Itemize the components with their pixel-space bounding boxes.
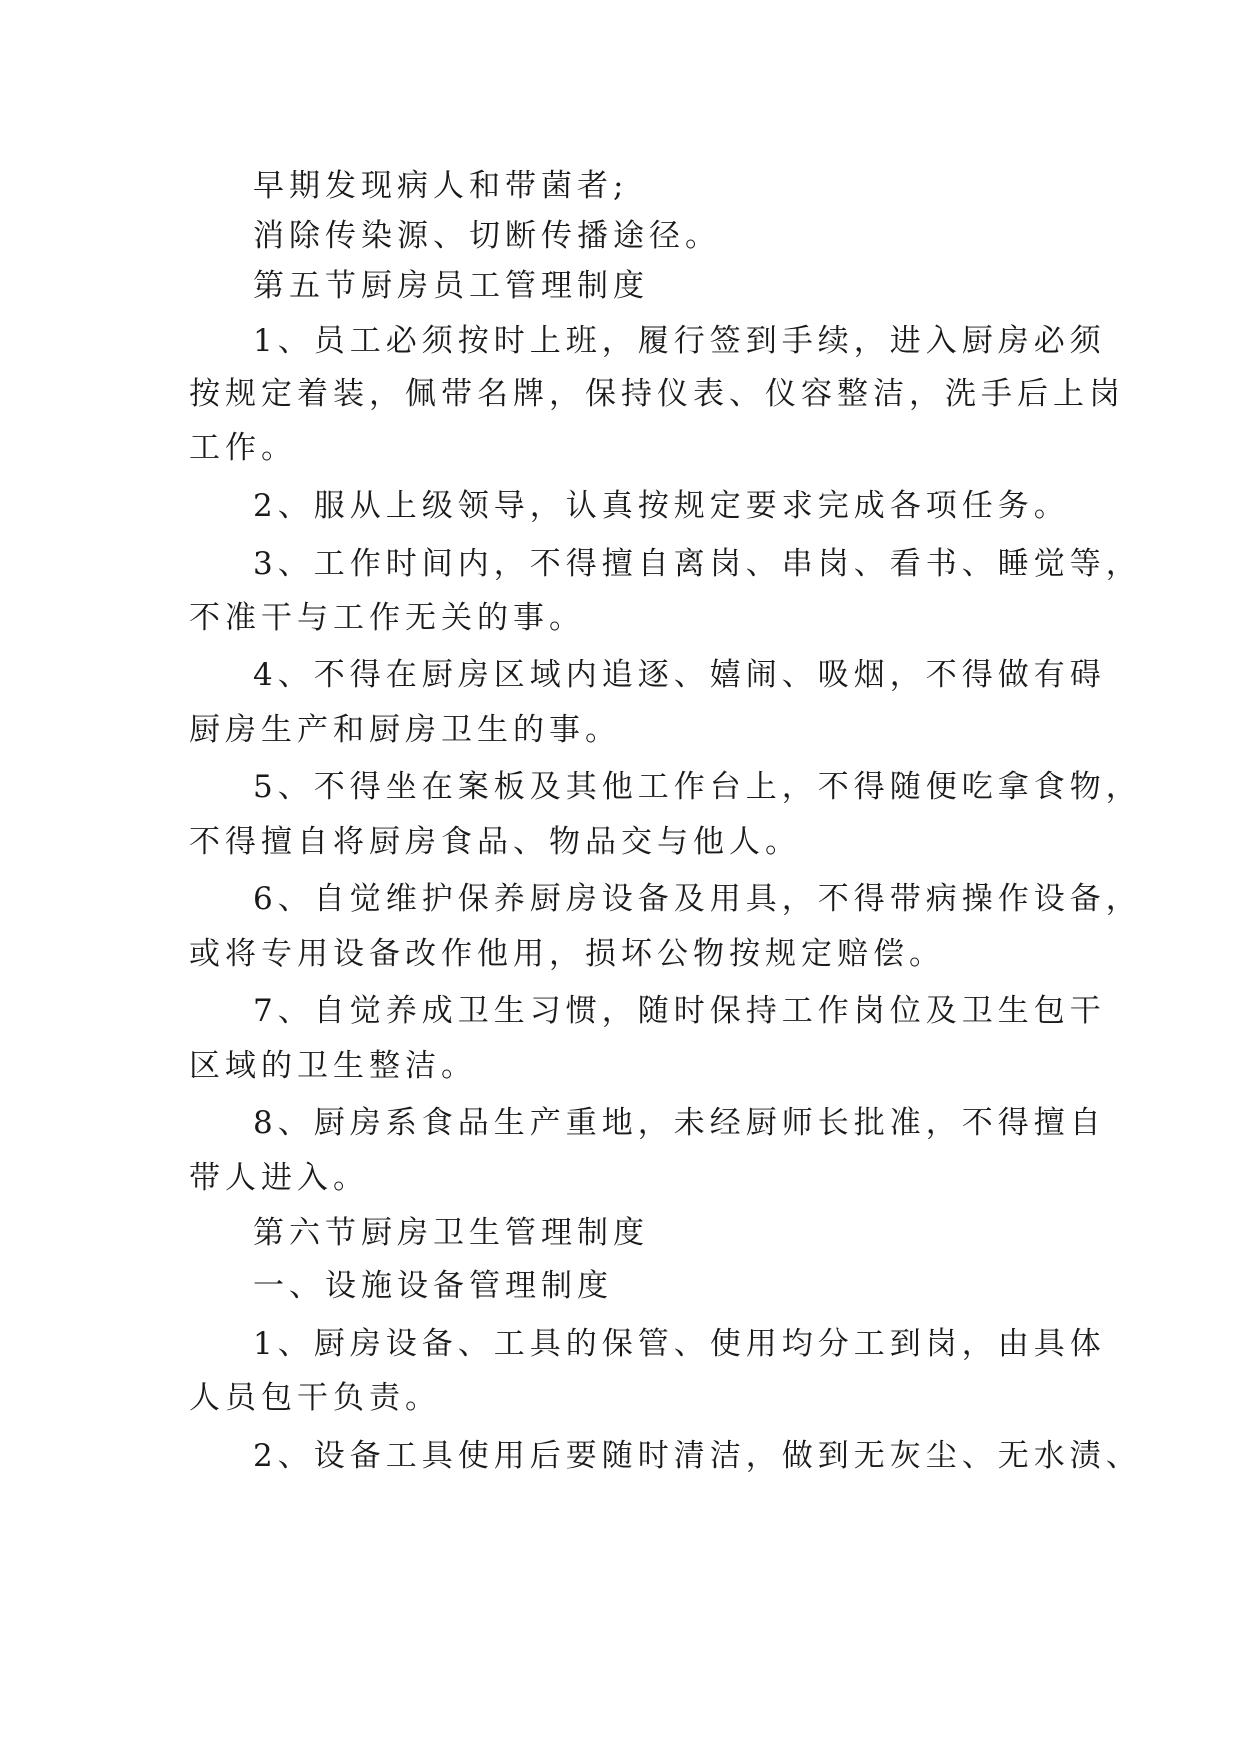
paragraph-line: 不准干与工作无关的事。 bbox=[189, 600, 585, 636]
text-line: 早期发现病人和带菌者; bbox=[253, 168, 629, 204]
paragraph-line: 2、设备工具使用后要随时清洁，做到无灰尘、无水渍、 bbox=[253, 1438, 1142, 1474]
paragraph-line: 5、不得坐在案板及其他工作台上，不得随便吃拿食物， bbox=[253, 769, 1142, 805]
paragraph-line: 4、不得在厨房区域内追逐、嬉闹、吸烟，不得做有碍 bbox=[253, 657, 1106, 693]
paragraph-line: 6、自觉维护保养厨房设备及用具，不得带病操作设备， bbox=[253, 881, 1142, 917]
paragraph-line: 1、厨房设备、工具的保管、使用均分工到岗，由具体 bbox=[253, 1326, 1106, 1362]
paragraph-line: 8、厨房系食品生产重地，未经厨师长批准，不得擅自 bbox=[253, 1105, 1106, 1141]
paragraph-line: 人员包干负责。 bbox=[189, 1380, 441, 1416]
paragraph-line: 1、员工必须按时上班，履行签到手续，进入厨房必须 bbox=[253, 323, 1106, 359]
text-line: 消除传染源、切断传播途径。 bbox=[253, 218, 721, 254]
paragraph-line: 3、工作时间内，不得擅自离岗、串岗、看书、睡觉等， bbox=[253, 546, 1142, 582]
paragraph-line: 工作。 bbox=[189, 430, 297, 466]
paragraph-line: 7、自觉养成卫生习惯，随时保持工作岗位及卫生包干 bbox=[253, 993, 1106, 1029]
section-heading: 第六节厨房卫生管理制度 bbox=[253, 1215, 649, 1251]
paragraph-line: 按规定着装，佩带名牌，保持仪表、仪容整洁，洗手后上岗 bbox=[189, 376, 1125, 412]
paragraph-line: 厨房生产和厨房卫生的事。 bbox=[189, 712, 621, 748]
section-heading: 第五节厨房员工管理制度 bbox=[253, 268, 649, 304]
paragraph-line: 带人进入。 bbox=[189, 1160, 369, 1196]
paragraph-line: 不得擅自将厨房食品、物品交与他人。 bbox=[189, 824, 801, 860]
paragraph-line: 区域的卫生整洁。 bbox=[189, 1048, 477, 1084]
paragraph-line: 或将专用设备改作他用，损坏公物按规定赔偿。 bbox=[189, 936, 945, 972]
subsection-heading: 一、设施设备管理制度 bbox=[253, 1268, 613, 1304]
paragraph-line: 2、服从上级领导，认真按规定要求完成各项任务。 bbox=[253, 488, 1070, 524]
